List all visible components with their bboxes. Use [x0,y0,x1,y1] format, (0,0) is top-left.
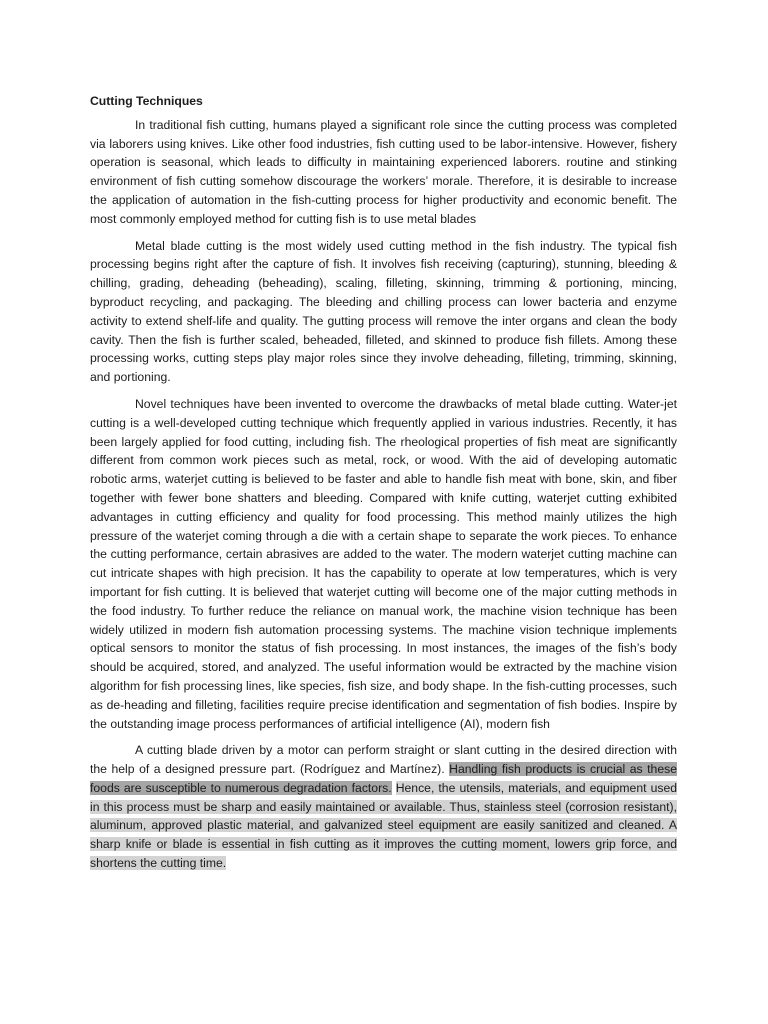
paragraph-metal-blade: Metal blade cutting is the most widely used cutting method in the fish industry. The typical fish processing begins right after the capture of fish. It involves fish receiving (capturing), stunning, bleeding & chilling, grading, deheading (beheading), scaling, filleting, skinning, trimming & portioning, mincing, byproduct recycling, and packaging. The bleeding and chilling process can lower bacteria and enzyme activity to extend shelf-life and quality. The gutting process will remove the inter organs and clean the body cavity. Then the fish is further scaled, beheaded, filleted, and skinned to produce fish fillets. Among these processing works, cutting steps play major roles since they involve deheading, filleting, trimming, skinning, and portioning. [90,238,677,385]
paragraph-traditional-cutting: In traditional fish cutting, humans played a significant role since the cutting process was completed via laborers using knives. Like other food industries, fish cutting used to be labor-intensive. However, fishery operation is seasonal, which leads to difficulty in maintaining experienced laborers. routine and stinking environment of fish cutting somehow discourage the workers’ morale. Therefore, it is desirable to increase the application of automation in the fish-cutting process for higher productivity and economic benefit. The most commonly employed method for cutting fish is to use metal blades [90,117,677,226]
paragraph-text: A cutting blade driven by a motor can perform straight or slant cutting in the desired direction with the help of a designed pressure part. (Rodríguez and Martínez). [90,743,677,777]
highlighted-text-dark: Handling fish products is crucial as these foods are susceptible to numerous degradation factors. [90,762,677,795]
section-heading: Cutting Techniques [90,94,203,108]
paragraph-cutting-blade [90,741,677,873]
highlighted-text-light: Hence, the utensils, materials, and equipment used in this process must be sharp and easily maintained or available. Thus, stainless steel (corrosion resistant), aluminum, approved plastic material, and galvanized steel equipment are easily sanitized and cleaned. A sharp knife or blade is essential in fish cutting as it improves the cutting moment, lowers grip force, and shortens the cutting time. [90,780,678,871]
paragraph-novel-techniques: Novel techniques have been invented to overcome the drawbacks of metal blade cutting. Water-jet cutting is a well-developed cutting technique which frequently applied in various industries. Recently, it has been largely applied for food cutting, including fish. The rheological properties of fish meat are significantly different from common work pieces such as metal, rock, or wood. With the aid of developing automatic robotic arms, waterjet cutting is believed to be faster and able to handle fish meat with bone, skin, and fiber together with fewer bone shatters and bleeding. Compared with knife cutting, waterjet cutting exhibited advantages in cutting efficiency and quality for food processing. This method mainly utilizes the high pressure of the waterjet coming through a die with a certain shape to separate the work pieces. To enhance the cutting performance, certain abrasives are added to the water. The modern waterjet cutting machine can cut intricate shapes with high precision. It has the capability to operate at low temperatures, which is very important for fish cutting. It is believed that waterjet cutting will become one of the major cutting methods in the food industry. To further reduce the reliance on manual work, the machine vision technique has been widely utilized in modern fish automation processing systems. The machine vision technique implements optical sensors to monitor the status of fish processing. In most instances, the images of the fish’s body should be acquired, stored, and analyzed. The useful information would be extracted by the machine vision algorithm for fish processing lines, like species, fish size, and body shape. In the fish-cutting processes, such as de-heading and filleting, facilities require precise identification and segmentation of fish bodies. Inspire by the outstanding image process performances of artificial intelligence (AI), modern fish [90,396,677,731]
document-page [90,92,677,881]
